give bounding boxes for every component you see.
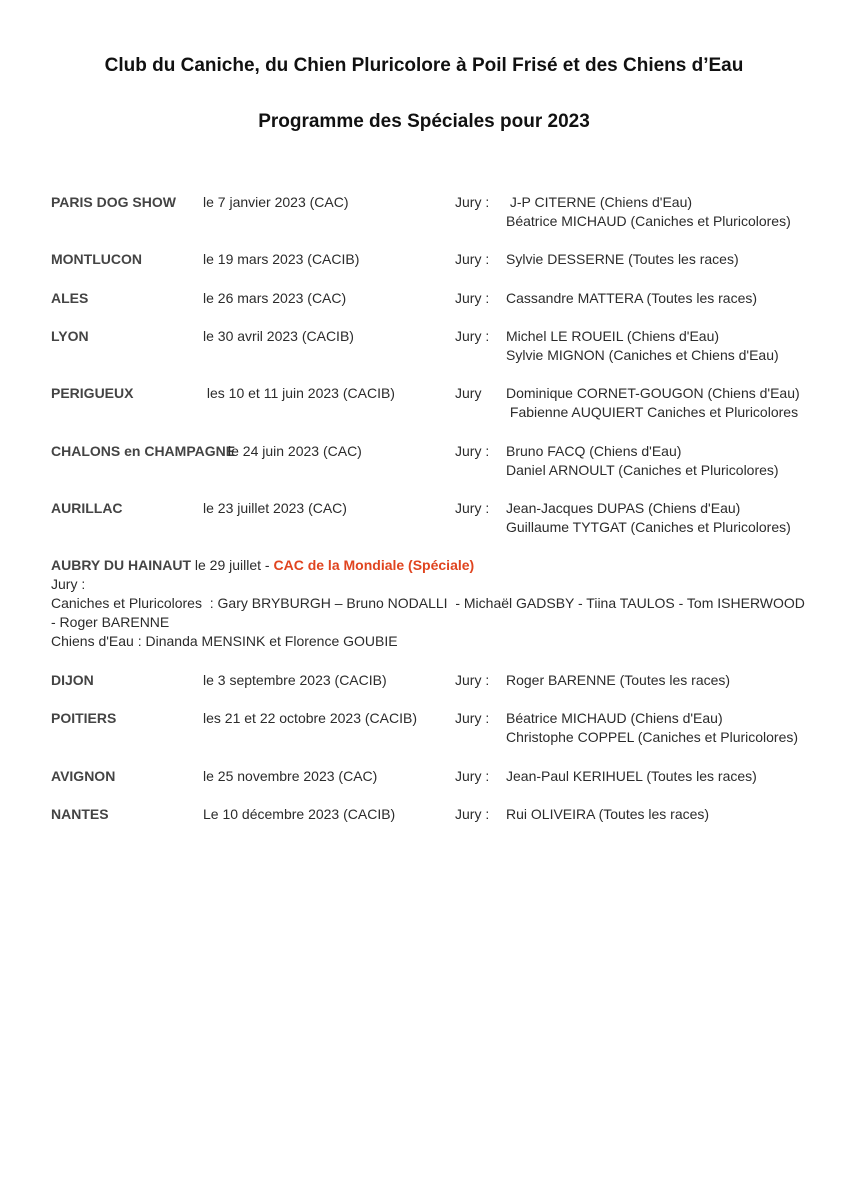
judge-list (506, 250, 739, 269)
judge-name: Jean-Jacques DUPAS (Chiens d'Eau) (506, 500, 741, 516)
judge-list (506, 384, 800, 422)
judge-name: J-P CITERNE (Chiens d'Eau) (506, 194, 693, 210)
judge-list (506, 327, 779, 365)
judge-name: Sylvie MIGNON (Caniches et Chiens d'Eau) (506, 347, 779, 363)
judge-name: Dominique CORNET-GOUGON (Chiens d'Eau) (506, 385, 800, 401)
judge-name: Rui OLIVEIRA (Toutes les races) (506, 806, 710, 822)
judge-name: Béatrice MICHAUD (Caniches et Pluricolores) (506, 213, 791, 229)
event-date: Le 10 décembre 2023 (CACIB) (203, 806, 396, 822)
judge-name: Daniel ARNOULT (Caniches et Pluricolores) (506, 462, 779, 478)
judge-list (506, 193, 791, 231)
event-city: ALES (51, 290, 89, 306)
event-date: le 3 septembre 2023 (CACIB) (203, 672, 387, 688)
jury-label: Jury : (455, 768, 490, 784)
judge-name: Bruno FACQ (Chiens d'Eau) (506, 443, 682, 459)
jury-label: Jury : (455, 251, 490, 267)
mondiale-heading (51, 556, 811, 575)
document-title: Club du Caniche, du Chien Pluricolore à Poil Frisé et des Chiens d’Eau (104, 55, 744, 76)
event-date: le 23 juillet 2023 (CAC) (203, 500, 347, 516)
judge-name: Béatrice MICHAUD (Chiens d'Eau) (506, 710, 723, 726)
event-city: DIJON (51, 672, 94, 688)
judge-list (506, 442, 779, 480)
jury-label: Jury : (455, 500, 490, 516)
mondiale-date: le 29 juillet - (191, 557, 274, 573)
document-subtitle: Programme des Spéciales pour 2023 (258, 111, 590, 132)
mondiale-chiens-eau-jury: Chiens d'Eau : Dinanda MENSINK et Florence GOUBIE (51, 633, 398, 649)
event-city: CHALONS en CHAMPAGNE (51, 443, 236, 459)
event-city: AURILLAC (51, 500, 123, 516)
jury-label: Jury : (455, 443, 490, 459)
event-city: PARIS DOG SHOW (51, 194, 176, 210)
mondiale-block (51, 556, 811, 651)
judge-list (506, 767, 757, 786)
event-date: le 24 juin 2023 (CAC) (228, 443, 362, 459)
jury-label: Jury : (455, 194, 490, 210)
judge-name: Fabienne AUQUIERT Caniches et Pluricolores (506, 404, 799, 420)
event-city: MONTLUCON (51, 251, 142, 267)
event-city: POITIERS (51, 710, 117, 726)
mondiale-jury-label: Jury : (51, 576, 86, 592)
event-city: PERIGUEUX (51, 385, 134, 401)
event-date: le 7 janvier 2023 (CAC) (203, 194, 349, 210)
jury-label: Jury : (455, 290, 490, 306)
event-date: les 10 et 11 juin 2023 (CACIB) (203, 385, 395, 401)
jury-label: Jury : (455, 672, 490, 688)
event-date: le 26 mars 2023 (CAC) (203, 290, 347, 306)
event-date: les 21 et 22 octobre 2023 (CACIB) (203, 710, 418, 726)
mondiale-highlight: CAC de la Mondiale (Spéciale) (273, 557, 475, 573)
event-city: NANTES (51, 806, 109, 822)
event-date: le 25 novembre 2023 (CAC) (203, 768, 378, 784)
jury-label: Jury : (455, 328, 490, 344)
event-city: AVIGNON (51, 768, 116, 784)
judge-name: Sylvie DESSERNE (Toutes les races) (506, 251, 739, 267)
judge-name: Christophe COPPEL (Caniches et Pluricolores) (506, 729, 799, 745)
judge-list (506, 709, 798, 747)
judge-name: Michel LE ROUEIL (Chiens d'Eau) (506, 328, 720, 344)
judge-list (506, 805, 709, 824)
judge-name: Jean-Paul KERIHUEL (Toutes les races) (506, 768, 757, 784)
judge-name: Roger BARENNE (Toutes les races) (506, 672, 731, 688)
event-city: LYON (51, 328, 89, 344)
jury-label: Jury : (455, 710, 490, 726)
event-date: le 30 avril 2023 (CACIB) (203, 328, 354, 344)
jury-label: Jury (455, 385, 482, 401)
mondiale-city: AUBRY DU HAINAUT (51, 557, 191, 573)
judge-name: Guillaume TYTGAT (Caniches et Pluricolores) (506, 519, 791, 535)
jury-label: Jury : (455, 806, 490, 822)
mondiale-caniches-jury: Caniches et Pluricolores : Gary BRYBURGH – Bruno NODALLI - Michaël GADSBY - Tiina TAULOS - Tom ISHERWOOD - Roger BARENNE (51, 595, 809, 630)
judge-list (506, 671, 730, 690)
judge-name: Cassandre MATTERA (Toutes les races) (506, 290, 758, 306)
judge-list (506, 499, 791, 537)
event-date: le 19 mars 2023 (CACIB) (203, 251, 360, 267)
judge-list (506, 289, 757, 308)
